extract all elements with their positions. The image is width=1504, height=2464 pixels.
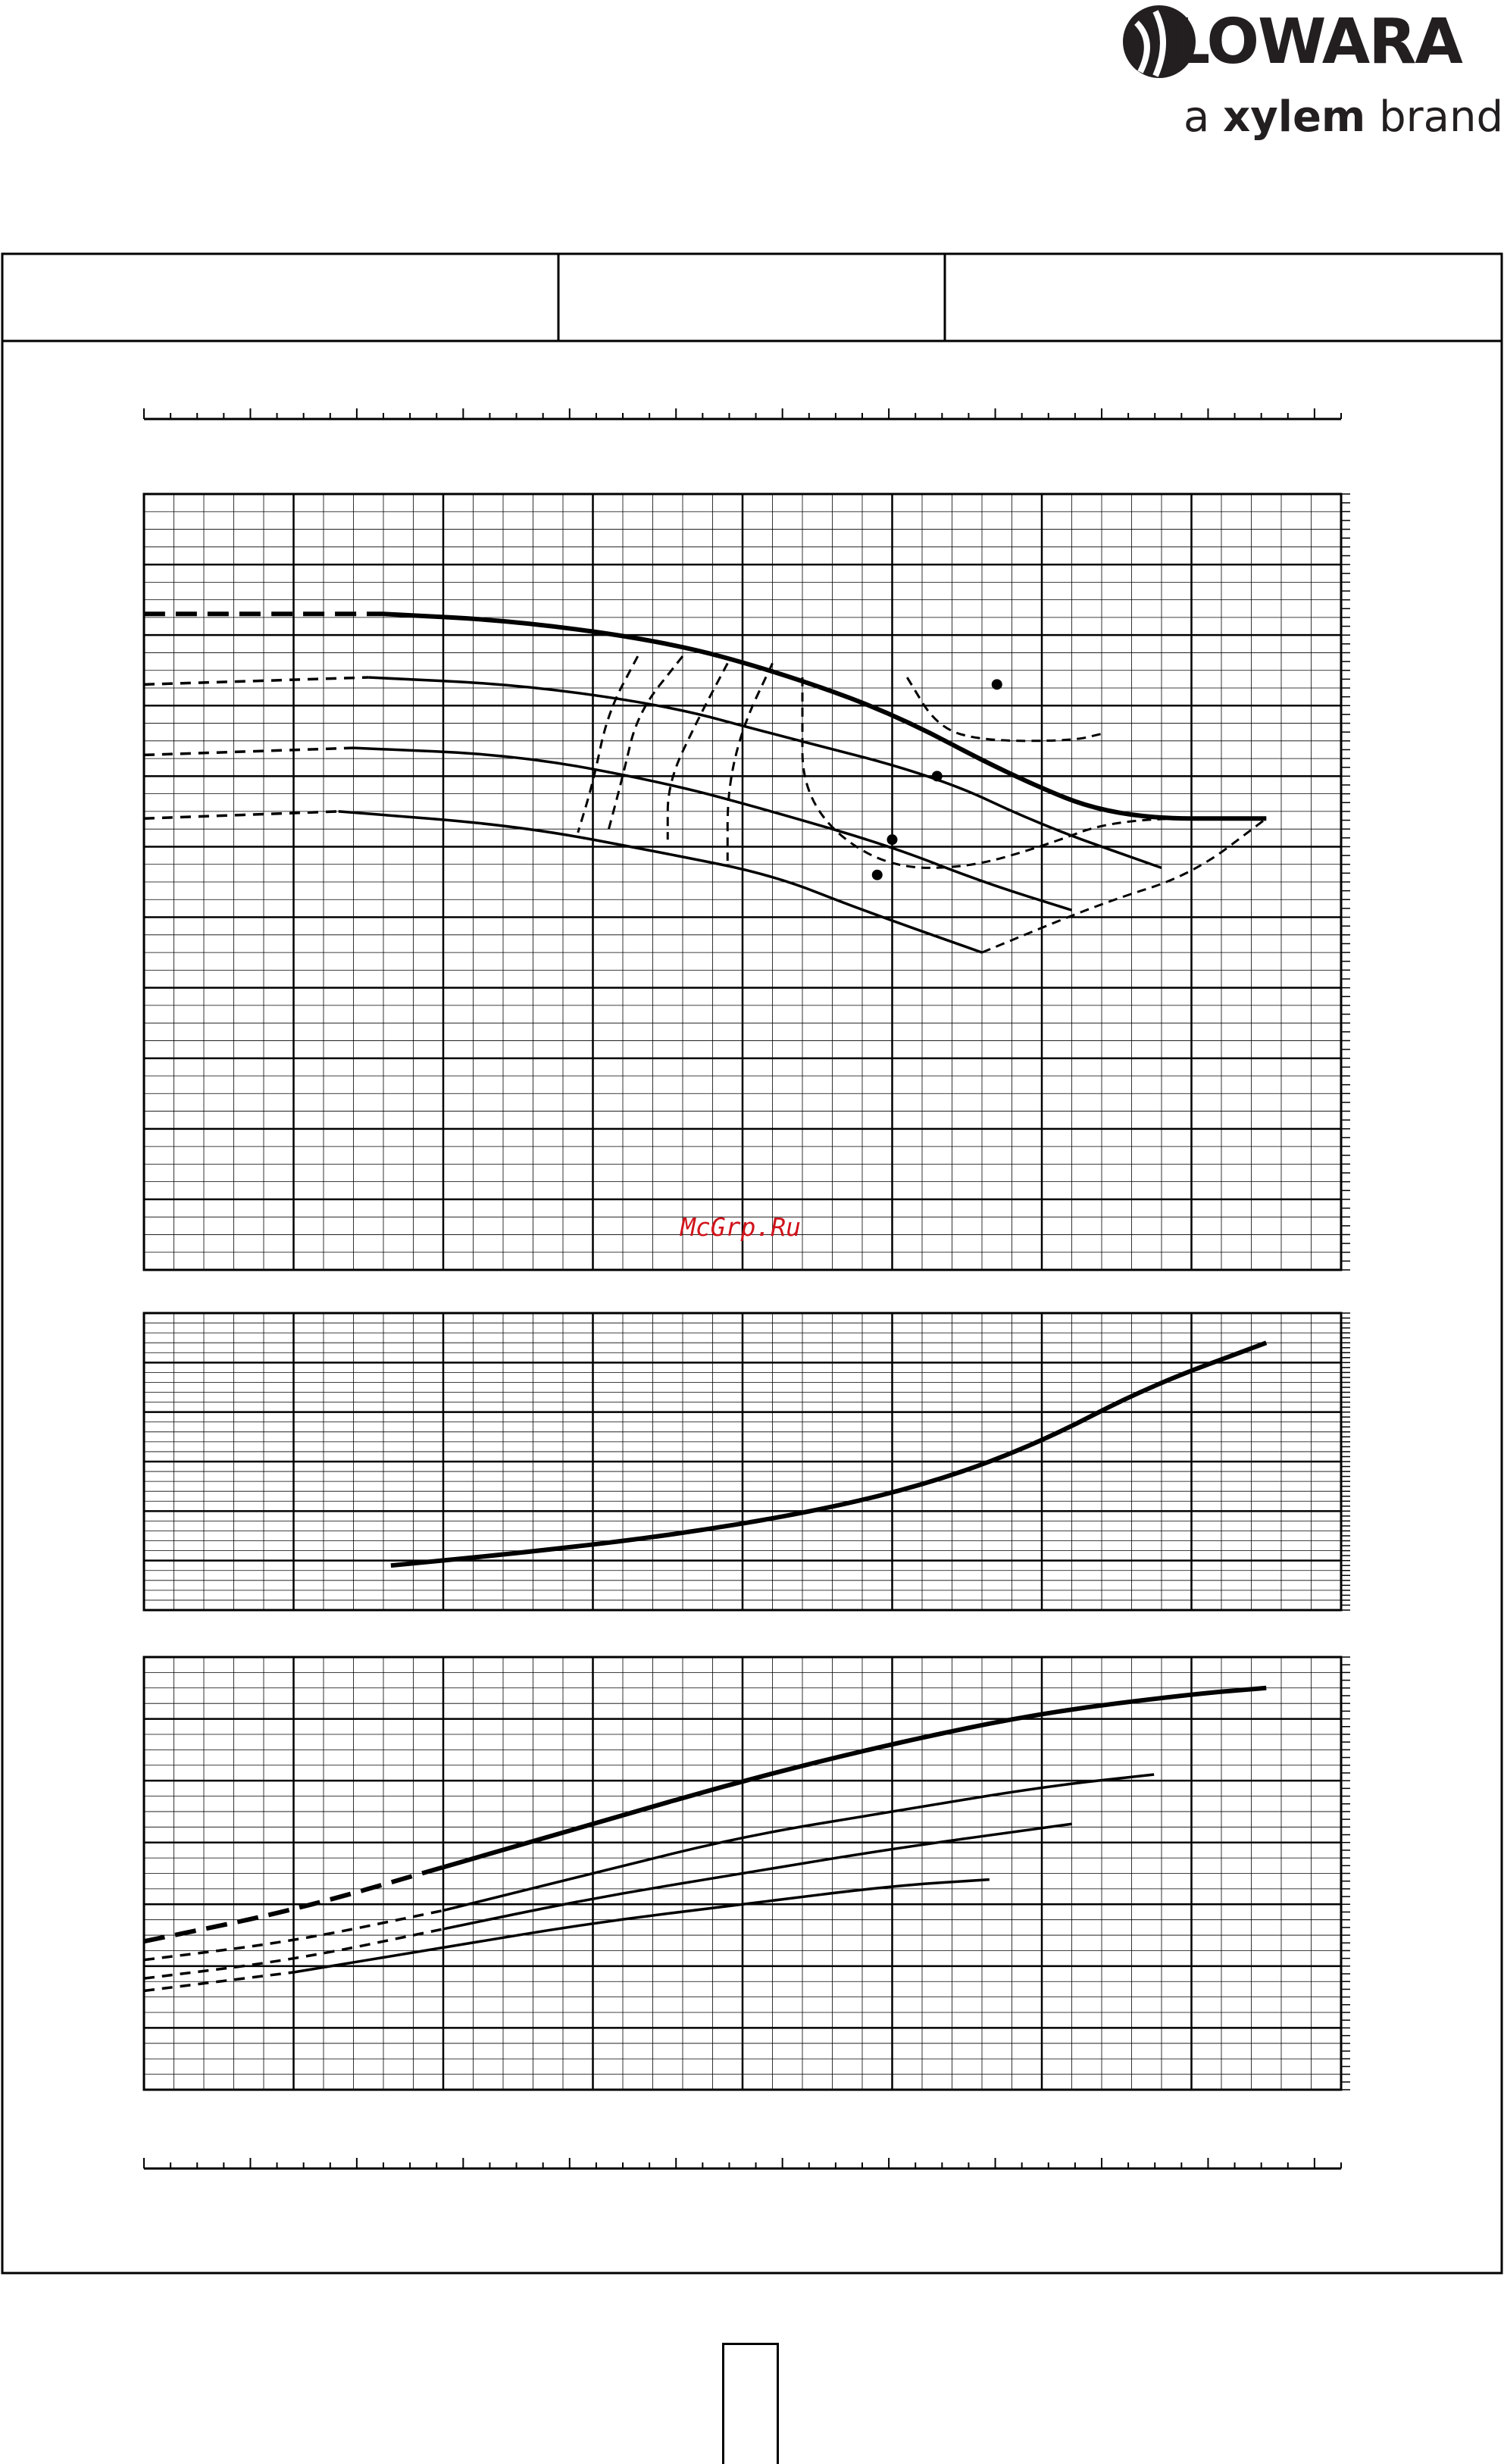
power-curve-panel — [144, 1657, 1350, 2090]
duty-point-marker — [932, 771, 943, 781]
npsh-2-curve — [608, 656, 683, 833]
head-curve-panel — [144, 494, 1350, 1270]
page-number-box — [722, 2343, 779, 2464]
npsh-3-curve — [668, 663, 727, 840]
npsh-curve-panel — [144, 1313, 1350, 1610]
head-max-curve — [383, 614, 1266, 818]
watermark-text: McGrp.Ru — [680, 1212, 801, 1242]
flow-scale-bottom — [144, 2158, 1341, 2169]
power-min-curve — [294, 1880, 990, 1972]
power-max-curve — [443, 1688, 1266, 1868]
duty-point-marker — [992, 679, 1002, 689]
brand-name: LOWARA — [1171, 6, 1462, 78]
npsh-required-curve — [391, 1343, 1266, 1565]
npsh-6-curve — [907, 677, 1102, 741]
head-3-curve-dashed — [144, 748, 354, 755]
limit-curve — [982, 818, 1266, 952]
duty-point-marker — [872, 870, 883, 880]
flow-scale-top — [144, 408, 1341, 419]
head-min-curve-dashed — [144, 811, 339, 818]
brand-tagline: a xylem brand — [1184, 92, 1504, 142]
npsh-1-curve — [578, 656, 638, 833]
duty-point-marker — [887, 834, 898, 845]
page-frame — [2, 254, 1502, 2273]
head-2-curve-dashed — [144, 677, 368, 684]
npsh-4-curve — [727, 663, 772, 861]
